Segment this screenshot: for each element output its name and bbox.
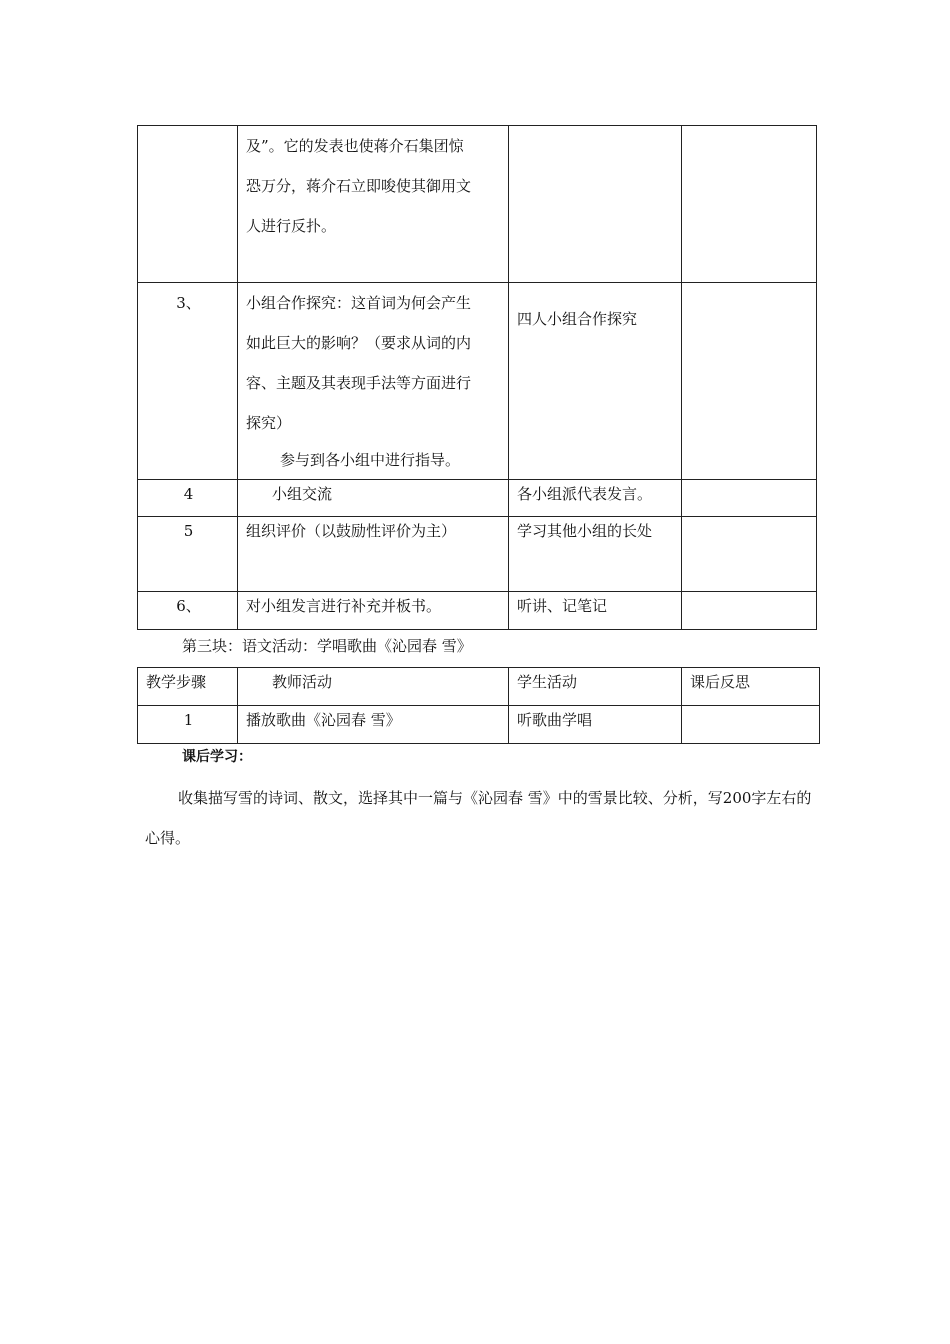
step-cell: [138, 480, 238, 517]
teacher-line: 容、主题及其表现手法等方面进行: [246, 374, 472, 392]
header-reflection: [682, 668, 820, 706]
teacher-activity-cell: [238, 480, 509, 517]
song-activity-table: [137, 667, 820, 744]
header-label: 课后反思: [690, 673, 751, 691]
table-row: [138, 706, 820, 744]
reflection-cell: [682, 126, 817, 283]
step-number: 3、: [176, 294, 201, 312]
teacher-line: 对小组发言进行补充并板书。: [246, 597, 442, 615]
student-activity-cell: [509, 480, 682, 517]
reflection-cell: [682, 592, 817, 630]
teacher-activity-cell: [238, 517, 509, 592]
step-number: 1: [183, 711, 194, 729]
student-activity-cell: [509, 706, 682, 744]
lesson-table-continued: [137, 125, 817, 630]
student-activity-cell: [509, 126, 682, 283]
reflection-cell: [682, 706, 820, 744]
teacher-line: 小组合作探究：这首词为何会产生: [246, 294, 472, 312]
teacher-line: 及”。它的发表也使蒋介石集团惊: [246, 137, 464, 155]
student-activity-text: 学习其他小组的长处: [517, 522, 653, 540]
student-activity-text: 听歌曲学唱: [517, 711, 593, 729]
student-activity-cell: [509, 283, 682, 480]
table-row: [138, 517, 817, 592]
reflection-cell: [682, 517, 817, 592]
teacher-line: 组织评价（以鼓励性评价为主）: [246, 522, 457, 540]
student-activity-cell: [509, 592, 682, 630]
table-row: [138, 283, 817, 480]
step-cell: [138, 283, 238, 480]
teacher-activity-cell: [238, 592, 509, 630]
table-row: [138, 480, 817, 517]
teacher-line: 如此巨大的影响？（要求从词的内: [246, 334, 472, 352]
student-activity-text: 各小组派代表发言。: [517, 485, 653, 503]
teacher-line: 参与到各小组中进行指导。: [280, 451, 461, 469]
header-step: [138, 668, 238, 706]
teacher-line: 人进行反扑。: [246, 217, 337, 235]
step-number: 5: [183, 522, 194, 540]
reflection-cell: [682, 283, 817, 480]
step-cell: [138, 517, 238, 592]
reflection-cell: [682, 480, 817, 517]
step-cell: [138, 706, 238, 744]
section-title: 第三块：语文活动：学唱歌曲《沁园春 雪》: [182, 637, 472, 655]
teacher-line: 探究）: [246, 414, 292, 432]
teacher-line: 小组交流: [272, 485, 333, 503]
table-row: [138, 126, 817, 283]
teacher-activity-cell: [238, 706, 509, 744]
step-cell: [138, 126, 238, 283]
student-activity-text: 四人小组合作探究: [517, 310, 638, 328]
step-cell: [138, 592, 238, 630]
table-header-row: [138, 668, 820, 706]
student-activity-text: 听讲、记笔记: [517, 597, 608, 615]
header-teacher: [238, 668, 509, 706]
teacher-activity-cell: [238, 283, 509, 480]
teacher-line: 恐万分，蒋介石立即唆使其御用文: [246, 177, 472, 195]
header-student: [509, 668, 682, 706]
teacher-line: 播放歌曲《沁园春 雪》: [246, 711, 401, 729]
step-number: 4: [183, 485, 194, 503]
step-number: 6、: [176, 597, 201, 615]
header-label: 学生活动: [517, 673, 578, 691]
table-row: [138, 592, 817, 630]
homework-title: 课后学习：: [182, 749, 252, 765]
homework-body: 收集描写雪的诗词、散文，选择其中一篇与《沁园春 雪》中的雪景比较、分析，写200字左右的心得。: [145, 789, 812, 847]
header-label: 教师活动: [272, 673, 333, 691]
teacher-activity-cell: [238, 126, 509, 283]
student-activity-cell: [509, 517, 682, 592]
header-label: 教学步骤: [146, 673, 207, 691]
